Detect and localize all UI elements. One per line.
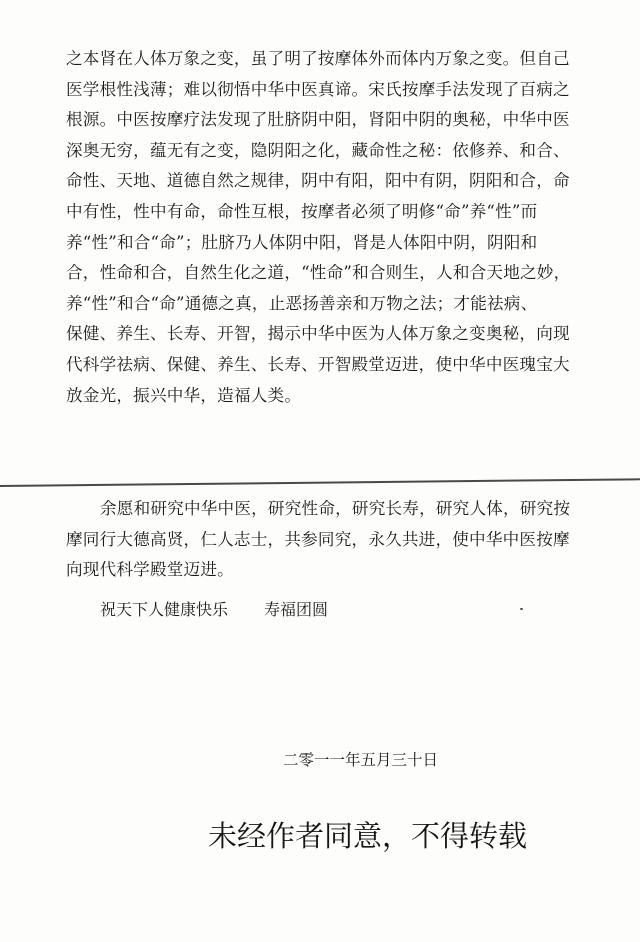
scan-artifact-line xyxy=(0,478,640,487)
text-line: 向现代科学殿堂迈进。 xyxy=(66,560,234,580)
blessing-text: 祝天下人健康快乐 xyxy=(100,600,229,619)
text-line: 代科学祛病、保健、养生、长寿、开智殿堂迈进，使中华中医瑰宝大 xyxy=(66,354,570,374)
text-line: 命性、天地、道德自然之规律，阴中有阳，阳中有阴，阴阳和合，命 xyxy=(66,171,570,191)
scan-speck xyxy=(520,608,523,610)
text-line: 中有性，性中有命，命性互根，按摩者必须了明修“命”养“性”而 xyxy=(66,201,538,221)
copyright-notice: 未经作者同意，不得转载 xyxy=(208,819,528,853)
blessing-line xyxy=(100,599,328,621)
paragraph-1 xyxy=(66,44,586,411)
text-line: 保健、养生、长寿、开智，揭示中华中医为人体万象之变奥秘，向现 xyxy=(66,324,570,344)
text-line: 深奥无穷，蕴无有之变，隐阴阳之化，藏命性之秘：依修养、和合、 xyxy=(66,140,570,160)
text-line: 医学根性浅薄；难以彻悟中华中医真谛。宋氏按摩手法发现了百病之 xyxy=(66,79,570,99)
text-line: 摩同行大德高贤，仁人志士，共参同究，永久共进，使中华中医按摩 xyxy=(66,529,570,549)
text-line: 余愿和研究中华中医，研究性命，研究长寿，研究人体，研究按 xyxy=(100,499,571,518)
text-line: 之本肾在人体万象之变，虽了明了按摩体外而体内万象之变。但自己 xyxy=(66,49,570,68)
text-line: 根源。中医按摩疗法发现了肚脐阴中阳，肾阳中阴的奥秘，中华中医 xyxy=(66,110,570,130)
text-line: 放金光，振兴中华，造福人类。 xyxy=(66,385,302,405)
text-line: 养“性”和合“命”；肚脐乃人体阴中阳，肾是人体阳中阴，阴阳和 xyxy=(66,232,538,252)
paragraph-2 xyxy=(66,494,586,586)
blessing-text: 寿福团圆 xyxy=(264,600,329,619)
text-line: 养“性”和合“命”通德之真，止恶扬善亲和万物之法；才能祛病、 xyxy=(66,293,538,313)
text-line: 合，性命和合，自然生化之道，“性命”和合则生，人和合天地之妙， xyxy=(66,263,571,283)
document-date: 二零一一年五月三十日 xyxy=(283,751,439,769)
